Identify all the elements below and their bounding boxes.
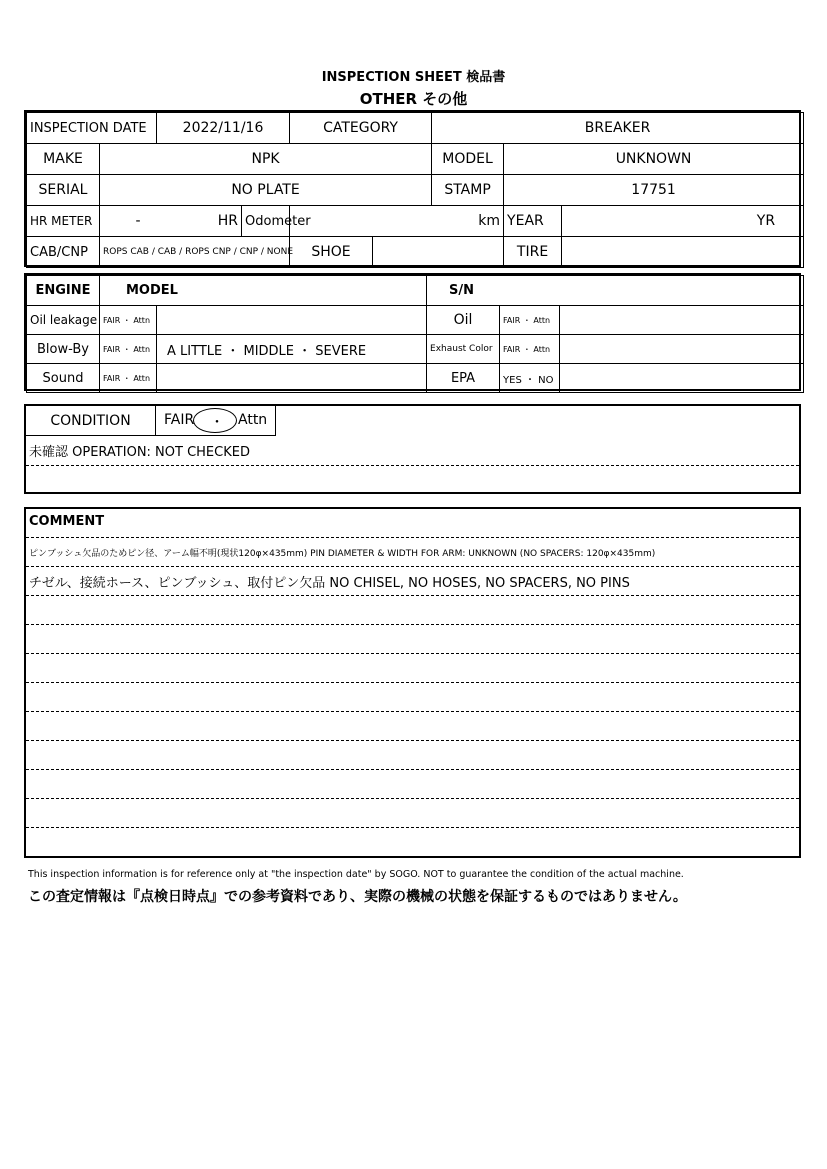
comment-line-3 <box>26 595 799 624</box>
tire-value <box>562 237 804 268</box>
model-label: MODEL <box>432 144 504 175</box>
comment-label: COMMENT <box>29 514 105 529</box>
oil-fair-attn: FAIR ・ Attn <box>500 306 560 335</box>
epa-options: YES ・ NO <box>500 364 560 393</box>
comment-box <box>24 507 801 858</box>
make-label: MAKE <box>27 144 100 175</box>
comment-line-8 <box>26 740 799 769</box>
category-label: CATEGORY <box>290 113 432 144</box>
comment-line-9 <box>26 769 799 798</box>
selected-circle-mark <box>193 408 237 433</box>
inspection-date-value: 2022/11/16 <box>157 113 290 144</box>
cab-label: CAB/CNP <box>27 237 100 268</box>
epa-label: EPA <box>427 364 500 393</box>
condition-dot: ・ <box>210 415 224 431</box>
condition-line-2 <box>26 465 799 492</box>
engine-table <box>24 273 801 391</box>
cab-options: ROPS CAB / CAB / ROPS CNP / CNP / NONE <box>100 237 290 268</box>
exhaust-color-label: Exhaust Color <box>427 335 500 364</box>
condition-fair-attn <box>156 406 276 436</box>
engine-model-label: MODEL <box>100 276 427 306</box>
blowby-label: Blow-By <box>27 335 100 364</box>
serial-label: SERIAL <box>27 175 100 206</box>
engine-label: ENGINE <box>27 276 100 306</box>
serial-value: NO PLATE <box>100 175 432 206</box>
comment-line-4 <box>26 624 799 653</box>
condition-box <box>24 404 801 494</box>
shoe-label: SHOE <box>290 237 373 268</box>
oil-leakage-fair-attn: FAIR ・ Attn <box>100 306 157 335</box>
footer-disclaimer-en: This inspection information is for reference only at "the inspection date" by SOGO. NOT to guarantee the condition of the actual machine. <box>28 869 684 880</box>
comment-line-2: チゼル、接続ホース、ピンブッシュ、取付ピン欠品 NO CHISEL, NO HOSES, NO SPACERS, NO PINS <box>26 566 799 595</box>
stamp-label: STAMP <box>432 175 504 206</box>
sheet-subtitle: OTHER その他 <box>359 90 468 108</box>
condition-fair: FAIR <box>164 412 195 428</box>
inspection-date-label: INSPECTION DATE <box>27 113 157 144</box>
odometer-label: Odometer <box>242 206 290 237</box>
exhaust-fair-attn: FAIR ・ Attn <box>500 335 560 364</box>
machine-info-table <box>24 110 801 267</box>
hr-value: - <box>135 213 141 229</box>
comment-line-11 <box>26 827 799 857</box>
hr-meter-label: HR METER <box>27 206 100 237</box>
comment-line-1: ピンブッシュ欠品のためピン径、アーム幅不明(現状120φ×435mm) PIN DIAMETER & WIDTH FOR ARM: UNKNOWN (NO SPACERS: 120φ×435mm) <box>26 537 799 566</box>
condition-attn: Attn <box>238 412 268 428</box>
engine-sn-label: S/N <box>427 276 804 306</box>
stamp-value: 17751 <box>504 175 804 206</box>
comment-line-6 <box>26 682 799 711</box>
shoe-value <box>373 237 504 268</box>
odometer-unit: km <box>290 206 504 237</box>
category-value: BREAKER <box>432 113 804 144</box>
blowby-fair-attn: FAIR ・ Attn <box>100 335 157 364</box>
comment-lines <box>26 537 799 857</box>
sheet-title: INSPECTION SHEET 検品書 <box>321 70 506 85</box>
hr-meter-value-cell <box>100 206 242 237</box>
comment-line-7 <box>26 711 799 740</box>
comment-line-5 <box>26 653 799 682</box>
make-value: NPK <box>100 144 432 175</box>
blowby-levels: A LITTLE ・ MIDDLE ・ SEVERE <box>157 335 427 364</box>
condition-line-1: 未確認 OPERATION: NOT CHECKED <box>26 436 799 466</box>
tire-label: TIRE <box>504 237 562 268</box>
comment-line-10 <box>26 798 799 827</box>
sound-label: Sound <box>27 364 100 393</box>
oil-leakage-label: Oil leakage <box>27 306 100 335</box>
footer-disclaimer-jp: この査定情報は『点検日時点』での参考資料であり、実際の機械の状態を保証するものではありません。 <box>28 889 687 905</box>
hr-unit: HR <box>217 213 239 229</box>
year-unit: YR <box>562 206 804 237</box>
year-label: YEAR <box>504 206 562 237</box>
oil-label: Oil <box>427 306 500 335</box>
model-value: UNKNOWN <box>504 144 804 175</box>
sound-fair-attn: FAIR ・ Attn <box>100 364 157 393</box>
condition-label: CONDITION <box>26 406 156 436</box>
